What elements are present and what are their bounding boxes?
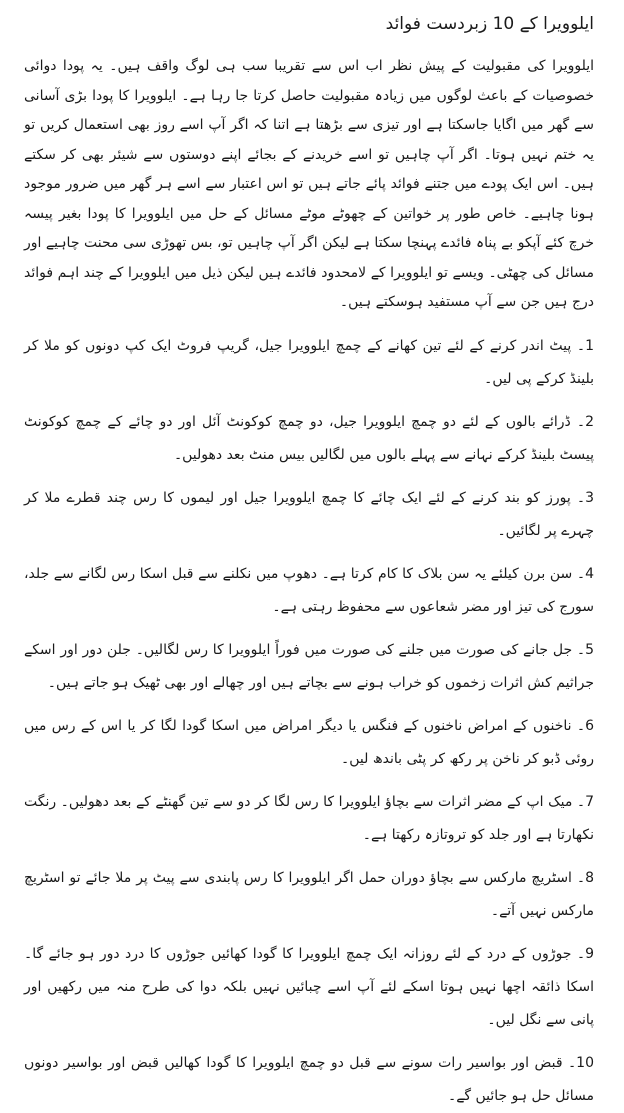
benefit-item-4: 4۔ سن برن کیلئے یہ سن بلاک کا کام کرتا ہے۔ دھوپ میں نکلنے سے قبل اسکا رس لگانے سے جلد، سورج کی تیز اور مضر شعاعوں سے محفوظ رہتی ہے۔ [24, 565, 594, 615]
benefit-item-3: 3۔ پورز کو بند کرنے کے لئے ایک چائے کا چمچ ایلوویرا جیل اور لیموں کا رس چند قطرے ملا کر چہرے پر لگائیں۔ [24, 489, 594, 539]
benefit-item-1: 1۔ پیٹ اندر کرنے کے لئے تین کھانے کے چمچ ایلوویرا جیل، گریپ فروٹ ایک کپ دونوں کو ملا کر بلینڈ کرکے پی لیں۔ [24, 337, 594, 387]
article-title: ایلوویرا کے 10 زبردست فوائد [385, 14, 594, 34]
benefit-item-7: 7۔ میک اپ کے مضر اثرات سے بچاؤ ایلوویرا کا رس لگا کر دو سے تین گھنٹے کے بعد دھولیں۔ رنگت نکھارتا ہے اور جلد کو تروتازہ رکھتا ہے۔ [24, 793, 594, 843]
intro-paragraph: ایلوویرا کی مقبولیت کے پیش نظر اب اس سے تقریبا سب ہی لوگ واقف ہیں۔ یہ پودا دوائی خصوصیات کے باعث لوگوں میں زیادہ مقبولیت حاصل کرتا جا رہا ہے۔ ایلوویرا کا پودا بڑی آسانی سے گھر میں اگایا جاسکتا ہے اور تیزی سے بڑھتا ہے اتنا کہ اگر آپ اسے روز بھی استعمال کریں تو یہ ختم نہیں ہوتا۔ اگر آپ چاہیں تو اسے خریدنے کے بجائے اپنے دوستوں سے شیئر بھی کر سکتے ہیں۔ اس ایک پودے میں جتنے فوائد پائے جاتے ہیں تو اس اعتبار سے اسے ہر گھر میں ضرور موجود ہونا چاہیے۔ خاص طور پر خواتین کے چھوٹے موٹے مسائل کے حل میں ایلوویرا کا پودا بغیر پیسہ خرچ کئے آپکو بے پناہ فائدے پہنچا سکتا ہے لیکن اگر آپ چاہیں تو، بس تھوڑی سی محنت چاہیے اور مسائل کی چھٹی۔ ویسے تو ایلوویرا کے لامحدود فائدے ہیں لیکن ذیل میں ایلوویرا کے چند اہم فوائد درج ہیں جن سے آپ مستفید ہوسکتے ہیں۔ [24, 58, 594, 310]
benefit-item-6: 6۔ ناخنوں کے امراض ناخنوں کے فنگس یا دیگر امراض میں اسکا گودا لگا کر یا اس کے رس میں روئی ڈبو کر ناخن پر رکھ کر پٹی باندھ لیں۔ [24, 717, 594, 767]
benefits-list [24, 330, 594, 1113]
benefit-item-8: 8۔ اسٹریچ مارکس سے بچاؤ دوران حمل اگر ایلوویرا کا رس پابندی سے پیٹ پر ملا جائے تو اسٹریچ مارکس نہیں آتے۔ [24, 869, 594, 919]
benefit-item-9: 9۔ جوڑوں کے درد کے لئے روزانہ ایک چمچ ایلوویرا کا گودا کھائیں جوڑوں کا درد دور ہو جائے گا۔ اسکا ذائقہ اچھا نہیں ہوتا اسکے لئے آپ اسے چبائیں نہیں بلکہ دوا کی طرح منہ میں رکھیں اور پانی سے نگل لیں۔ [24, 945, 594, 1028]
benefit-item-2: 2۔ ڈرائے بالوں کے لئے دو چمچ ایلوویرا جیل، دو چمچ کوکونٹ آئل اور دو چائے کے چمچ کوکونٹ پیسٹ بلینڈ کرکے نہانے سے پہلے بالوں میں لگالیں بیس منٹ بعد دھولیں۔ [24, 413, 594, 463]
benefit-item-10: 10۔ قبض اور بواسیر رات سونے سے قبل دو چمچ ایلوویرا کا گودا کھالیں قبض اور بواسیر دونوں مسائل حل ہو جائیں گے۔ [24, 1054, 594, 1104]
benefit-item-5: 5۔ جل جانے کی صورت میں جلنے کی صورت میں فوراً ایلوویرا کا رس لگالیں۔ جلن دور اور اسکے جراثیم کش اثرات زخموں کو خراب ہونے سے بچاتے ہیں اور چھالے اور بھی ٹھیک ہو جاتے ہیں۔ [24, 641, 594, 691]
